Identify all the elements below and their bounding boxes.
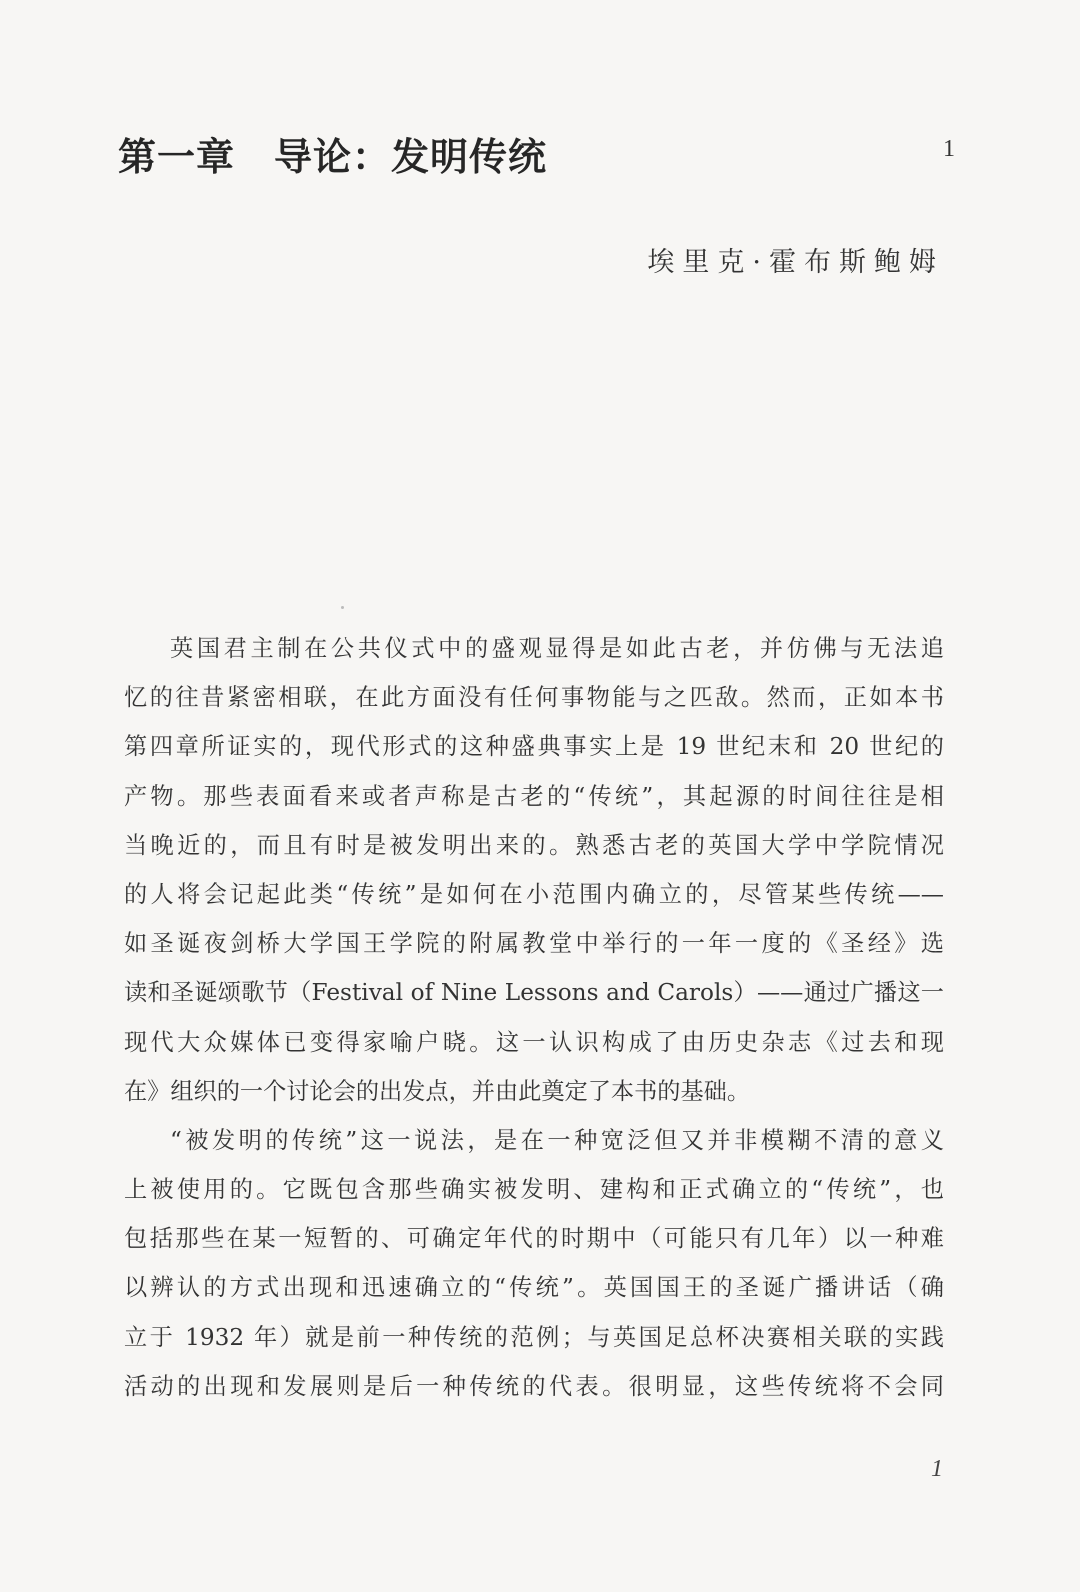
paragraph-line: 当晚近的，而且有时是被发明出来的。熟悉古老的英国大学中学院情况 [124,831,944,859]
paragraph-line: 在》组织的一个讨论会的出发点，并由此奠定了本书的基础。 [124,1077,751,1105]
paragraph-line: 活动的出现和发展则是后一种传统的代表。很明显，这些传统将不会同 [124,1372,944,1400]
paragraph-line: “被发明的传统”这一说法，是在一种宽泛但又并非模糊不清的意义 [170,1126,944,1154]
paragraph-line: 立于 1932 年）就是前一种传统的范例；与英国足总杯决赛相关联的实践 [124,1323,944,1351]
paragraph-line: 现代大众媒体已变得家喻户晓。这一认识构成了由历史杂志《过去和现 [124,1028,944,1056]
author-name: 埃里克·霍布斯鲍姆 [647,247,944,278]
paragraph-line: 忆的往昔紧密相联，在此方面没有任何事物能与之匹敌。然而，正如本书 [124,684,944,712]
paragraph-line: 上被使用的。它既包含那些确实被发明、建构和正式确立的“传统”，也 [124,1176,944,1204]
paragraph-line: 英国君主制在公共仪式中的盛观显得是如此古老，并仿佛与无法追 [170,635,944,662]
paragraph-line: 包括那些在某一短暂的、可确定年代的时期中（可能只有几年）以一种难 [124,1225,944,1253]
paragraph-line: 产物。那些表面看来或者声称是古老的“传统”，其起源的时间往往是相 [124,782,944,810]
paragraph-line: 的人将会记起此类“传统”是如何在小范围内确立的，尽管某些传统—— [124,880,944,908]
footer-page-number: 1 [931,1456,943,1482]
margin-page-number: 1 [943,136,955,162]
chapter-title: 第一章 导论：发明传统 [118,134,548,179]
scan-speck [341,606,344,609]
paragraph-line: 如圣诞夜剑桥大学国王学院的附属教堂中举行的一年一度的《圣经》选 [124,930,944,958]
paragraph-line: 第四章所证实的，现代形式的这种盛典事实上是 19 世纪末和 20 世纪的 [124,733,944,761]
paragraph-line: 读和圣诞颂歌节（Festival of Nine Lessons and Carols）——通过广播这一 [124,979,944,1007]
paragraph-line: 以辨认的方式出现和迅速确立的“传统”。英国国王的圣诞广播讲话（确 [124,1274,944,1302]
body-text [124,624,944,1411]
